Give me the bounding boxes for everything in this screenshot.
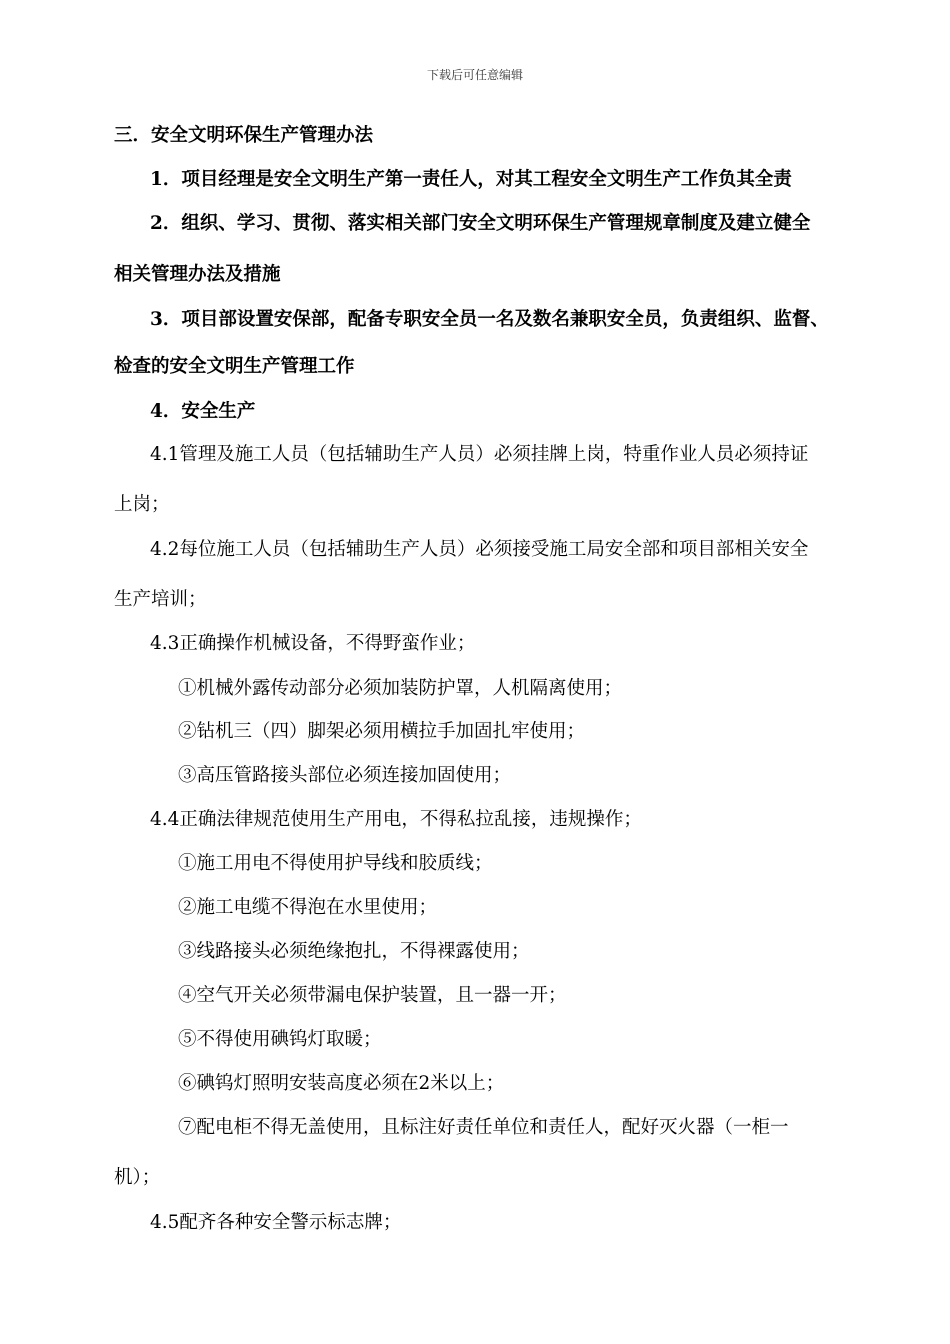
rule-4-3: 4.3正确操作机械设备，不得野蛮作业； [150, 633, 476, 654]
rule-4-3-sub-2: ②钻机三（四）脚架必须用横拉手加固扎牢使用； [178, 721, 586, 742]
rule-4-3-sub-1: ①机械外露传动部分必须加装防护罩，人机隔离使用； [178, 678, 623, 699]
item-4: 4．安全生产 [150, 401, 256, 422]
page-header: 下载后可任意编辑 [426, 68, 523, 82]
item-3-continued: 检查的安全文明生产管理工作 [114, 356, 355, 377]
rule-4-1-continued: 上岗； [114, 494, 170, 515]
item-1: 1．项目经理是安全文明生产第一责任人，对其工程安全文明生产工作负其全责 [150, 169, 792, 190]
rule-4-4-sub-1: ①施工用电不得使用护导线和胶质线； [178, 853, 493, 874]
rule-4-5: 4.5配齐各种安全警示标志牌； [150, 1212, 402, 1233]
rule-4-2: 4.2每位施工人员（包括辅助生产人员）必须接受施工局安全部和项目部相关安全 [150, 539, 809, 560]
rule-4-4-sub-4: ④空气开关必须带漏电保护装置，且一器一开； [178, 985, 567, 1006]
rule-4-4: 4.4正确法律规范使用生产用电，不得私拉乱接，违规操作； [150, 809, 642, 830]
rule-4-4-sub-2: ②施工电缆不得泡在水里使用； [178, 897, 438, 918]
item-3: 3．项目部设置安保部，配备专职安全员一名及数名兼职安全员，负责组织、监督、 [150, 309, 829, 330]
rule-4-3-sub-3: ③高压管路接头部位必须连接加固使用； [178, 765, 512, 786]
rule-4-4-sub-7: ⑦配电柜不得无盖使用，且标注好责任单位和责任人，配好灭火器（一柜一 [178, 1117, 789, 1138]
rule-4-4-sub-5: ⑤不得使用碘钨灯取暖； [178, 1029, 382, 1050]
rule-4-2-continued: 生产培训； [114, 589, 207, 610]
rule-4-4-sub-3: ③线路接头必须绝缘抱扎，不得裸露使用； [178, 941, 530, 962]
rule-4-4-continued: 机）； [114, 1167, 161, 1188]
section-title: 三．安全文明环保生产管理办法 [114, 125, 374, 146]
item-2: 2．组织、学习、贯彻、落实相关部门安全文明环保生产管理规章制度及建立健全 [150, 213, 811, 234]
rule-4-4-sub-6: ⑥碘钨灯照明安装高度必须在2米以上； [178, 1073, 505, 1094]
item-2-continued: 相关管理办法及措施 [114, 264, 281, 285]
rule-4-1: 4.1管理及施工人员（包括辅助生产人员）必须挂牌上岗，特重作业人员必须持证 [150, 444, 809, 465]
